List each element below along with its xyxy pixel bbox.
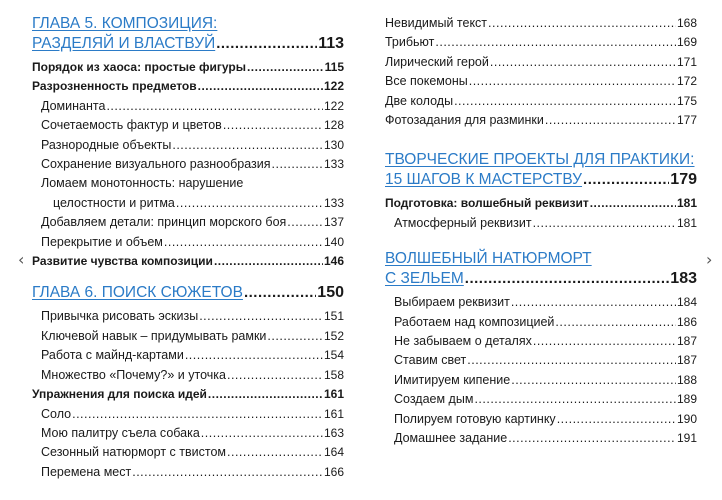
page-number: 122 (323, 79, 344, 94)
page-number: 161 (323, 406, 344, 421)
toc-entry[interactable] (385, 33, 697, 52)
entry-title: Домашнее задание (394, 431, 508, 446)
leader-dots (176, 194, 323, 213)
leader-dots (272, 155, 323, 174)
leader-dots (223, 116, 323, 135)
entry-title: Привычка рисовать эскизы (41, 309, 199, 324)
leader-dots (172, 136, 323, 155)
toc-entry[interactable] (385, 313, 697, 332)
page-number: 168 (676, 16, 697, 30)
entry-title: Сезонный натюрморт с твистом (41, 445, 226, 460)
leader-dots (533, 332, 676, 351)
chapter-6-heading (32, 283, 344, 303)
toc-entry[interactable] (385, 390, 697, 409)
toc-entry[interactable] (32, 77, 344, 96)
toc-entry[interactable] (32, 366, 344, 385)
toc-entry[interactable] (385, 111, 697, 130)
entry-title: Порядок из хаоса: простые фигуры (32, 60, 246, 74)
entry-title: Работа с майнд-картами (41, 348, 184, 363)
page-number: 181 (676, 196, 697, 211)
toc-entry[interactable] (32, 252, 344, 271)
entry-title: Перекрытие и объем (41, 234, 163, 249)
page-number: 122 (323, 98, 344, 113)
leader-dots (132, 463, 323, 482)
entry-title: Все покемоны (385, 74, 468, 89)
leader-dots (244, 283, 316, 303)
leader-dots (474, 390, 676, 409)
potion-link-line2[interactable]: С ЗЕЛЬЕМ (385, 270, 464, 288)
page-number: 179 (670, 171, 697, 189)
entry-title: Разрозненность предметов (32, 79, 197, 94)
leader-dots (106, 97, 323, 116)
page-number: 175 (676, 93, 697, 108)
toc-entry[interactable] (32, 155, 344, 174)
toc-entry[interactable] (32, 463, 344, 482)
page-number: 169 (676, 35, 697, 50)
page-number: 133 (323, 157, 344, 172)
chapter-5-link-line2[interactable]: РАЗДЕЛЯЙ И ВЛАСТВУЙ (32, 35, 216, 52)
leader-dots (198, 77, 323, 96)
page-number: 151 (323, 309, 344, 324)
page-number: 137 (323, 215, 344, 230)
page-number: 184 (676, 295, 697, 310)
next-page-arrow-icon[interactable]: › (706, 250, 713, 269)
entry-title: Невидимый текст (385, 16, 488, 30)
leader-dots (454, 92, 676, 111)
page-number: 158 (323, 367, 344, 382)
chapter-5-link-line1[interactable]: ГЛАВА 5. КОМПОЗИЦИЯ: (32, 15, 218, 32)
leader-dots (508, 429, 676, 448)
toc-entry[interactable] (32, 346, 344, 365)
page-number: 177 (676, 113, 697, 128)
page-number: 189 (676, 392, 697, 407)
entry-title: Упражнения для поиска идей (32, 387, 207, 402)
page-number: 164 (323, 445, 344, 460)
leader-dots (435, 33, 676, 52)
page-number: 172 (676, 74, 697, 89)
previous-page-arrow-icon[interactable]: ‹ (18, 250, 25, 269)
leader-dots (545, 111, 676, 130)
toc-entry[interactable] (32, 385, 344, 404)
entry-title: Фотозадания для разминки (385, 113, 544, 128)
toc-entry[interactable] (385, 293, 697, 312)
leader-dots (511, 371, 676, 390)
leader-dots (208, 385, 323, 404)
toc-entry[interactable] (385, 53, 697, 72)
entry-title: Подготовка: волшебный реквизит (385, 196, 589, 211)
toc-entry[interactable] (32, 213, 344, 232)
page-number: 152 (323, 328, 344, 343)
entry-title: Мою палитру съела собака (41, 425, 200, 440)
toc-entry[interactable] (385, 429, 697, 448)
page-number: 113 (318, 35, 344, 52)
page-number: 186 (676, 314, 697, 329)
page-number: 150 (317, 284, 344, 302)
entry-title: Перемена мест (41, 464, 132, 479)
leader-dots (590, 194, 676, 213)
page-number: 133 (323, 195, 344, 210)
toc-entry[interactable] (32, 174, 344, 213)
leader-dots (555, 313, 676, 332)
toc-entry[interactable] (32, 116, 344, 135)
toc-entry[interactable] (32, 97, 344, 116)
page-number: 187 (676, 353, 697, 368)
entry-title: Ключевой навык – придумывать рамки (41, 328, 267, 343)
leader-dots (490, 53, 676, 72)
potion-link-line1[interactable]: ВОЛШЕБНЫЙ НАТЮРМОРТ (385, 250, 592, 268)
projects-link-line1[interactable]: ТВОРЧЕСКИЕ ПРОЕКТЫ ДЛЯ ПРАКТИКИ: (385, 151, 695, 169)
page-number: 181 (676, 215, 697, 230)
leader-dots (469, 72, 676, 91)
page-number: 183 (670, 270, 697, 288)
page-number: 188 (676, 372, 697, 387)
page-number: 146 (323, 254, 344, 269)
leader-dots (216, 34, 317, 54)
toc-entry[interactable] (32, 443, 344, 462)
entry-title: Выбираем реквизит (394, 295, 510, 310)
potion-section-heading (385, 249, 697, 289)
entry-title: Не забываем о деталях (394, 334, 532, 349)
leader-dots (287, 213, 323, 232)
toc-entry[interactable] (385, 194, 697, 213)
entry-title: Разнородные объекты (41, 137, 172, 152)
leader-dots (467, 351, 676, 370)
toc-entry[interactable] (385, 410, 697, 429)
toc-entry[interactable] (385, 14, 697, 33)
toc-entry[interactable] (385, 332, 697, 351)
page-number: 171 (676, 54, 697, 69)
entry-title: Создаем дым (394, 392, 474, 407)
leader-dots (583, 170, 669, 190)
leader-dots (465, 269, 670, 289)
toc-left-column (32, 14, 344, 482)
chapter-5-heading (32, 14, 344, 54)
entry-title: Атмосферный реквизит (394, 215, 532, 230)
page-number: 187 (676, 334, 697, 349)
page-number: 163 (323, 425, 344, 440)
entry-title: Трибьют (385, 35, 435, 50)
leader-dots (199, 307, 323, 326)
toc-entry[interactable] (32, 136, 344, 155)
entry-title: Ставим свет (394, 353, 467, 368)
toc-entry[interactable] (32, 327, 344, 346)
entry-title: Сочетаемость фактур и цветов (41, 118, 222, 133)
toc-entry[interactable] (32, 405, 344, 424)
toc-entry[interactable] (385, 351, 697, 370)
page-number: 140 (323, 234, 344, 249)
leader-dots (267, 327, 323, 346)
page-number: 166 (323, 464, 344, 479)
page-number: 161 (323, 387, 344, 402)
toc-entry[interactable] (385, 214, 697, 233)
toc-entry[interactable] (385, 371, 697, 390)
leader-dots (227, 443, 323, 462)
page-number: 190 (676, 411, 697, 426)
leader-dots (72, 405, 323, 424)
leader-dots (164, 233, 323, 252)
entry-title: Соло (41, 406, 72, 421)
entry-title: Развитие чувства композиции (32, 254, 213, 269)
page-number: 128 (323, 118, 344, 133)
entry-title: Работаем над композицией (394, 314, 555, 329)
entry-title: Сохранение визуального разнообразия (41, 157, 271, 172)
projects-link-line2[interactable]: 15 ШАГОВ К МАСТЕРСТВУ (385, 171, 583, 189)
leader-dots (557, 410, 676, 429)
chapter-6-link[interactable]: ГЛАВА 6. ПОИСК СЮЖЕТОВ (32, 284, 243, 302)
page-number: 130 (323, 137, 344, 152)
entry-title-line2: целостности и ритма (53, 195, 175, 210)
entry-title: Две колоды (385, 93, 454, 108)
toc-entry[interactable] (32, 58, 344, 77)
leader-dots (214, 252, 323, 271)
toc-entry[interactable] (32, 307, 344, 326)
entry-title: Доминанта (41, 98, 106, 113)
page-number: 191 (676, 431, 697, 446)
leader-dots (201, 424, 323, 443)
toc-entry[interactable] (32, 233, 344, 252)
leader-dots (247, 58, 324, 77)
entry-title: Лирический герой (385, 54, 489, 69)
leader-dots (533, 214, 676, 233)
toc-right-column (385, 14, 697, 449)
leader-dots (488, 14, 676, 33)
entry-title: Имитируем кипение (394, 372, 511, 387)
projects-section-heading (385, 150, 697, 190)
entry-title: Множество «Почему?» и уточка (41, 367, 226, 382)
entry-title: Полируем готовую картинку (394, 411, 556, 426)
toc-entry[interactable] (32, 424, 344, 443)
toc-entry[interactable] (385, 92, 697, 111)
leader-dots (185, 346, 323, 365)
leader-dots (227, 366, 323, 385)
toc-entry[interactable] (385, 72, 697, 91)
page-number: 115 (324, 60, 344, 74)
leader-dots (511, 293, 676, 312)
page-number: 154 (323, 348, 344, 363)
entry-title: Добавляем детали: принцип морского боя (41, 215, 287, 230)
entry-title-line1: Ломаем монотонность: нарушение (41, 176, 244, 191)
